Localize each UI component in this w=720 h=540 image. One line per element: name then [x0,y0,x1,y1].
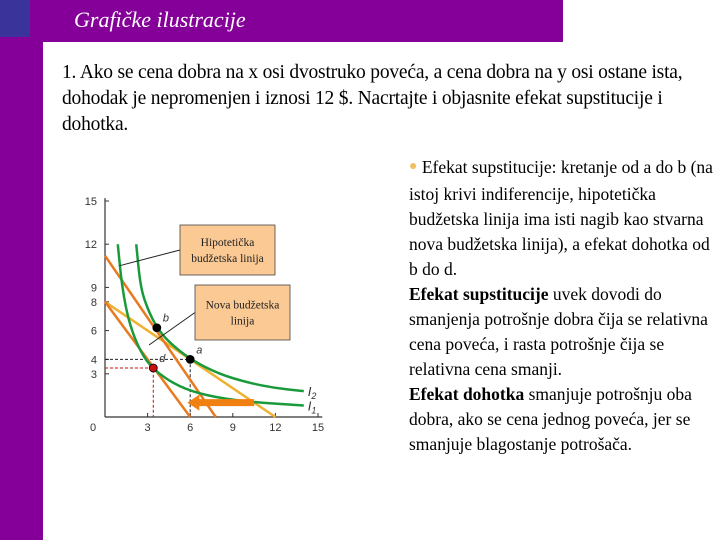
y-tick-label: 3 [90,368,97,381]
annotation-box [195,285,290,340]
point-label-a: a [196,344,203,357]
explanation-p3: smanjuje potrošnju oba dobra, ako se cena jednog poveća, jer se smanjuje blagostanje potrošača. [409,384,692,454]
point-label-d: d [159,353,166,366]
y-tick-label: 8 [90,296,97,309]
x-tick-label: 6 [187,422,194,434]
task-text: 1. Ako se cena dobra na x osi dvostruko poveća, a cena dobra na y osi ostane ista, dohodak je nepromenjen i iznosi 12 $. Nacrtajte i objasnite efekat supstitucije i dohotka. [62,62,683,135]
x-tick-label: 15 [311,422,325,434]
point-d [149,364,157,372]
annotation-pointer [119,250,180,266]
indifference-chart [75,185,355,435]
annotation-box [180,225,275,275]
substitution-heading: Efekat supstitucije [409,284,549,304]
y-tick-label: 9 [90,282,97,295]
curve-label-sub: 1 [311,405,317,416]
y-tick-label: 15 [84,196,97,208]
point-a [186,355,194,363]
explanation-p2: uvek dovodi do smanjenja potrošnje dobra čija se relativna cena poveća, i rasta potrošnje čija se relativna cena smanji. [409,284,708,379]
corner-accent [0,0,30,37]
annotation-line2: budžetska linija [191,253,264,265]
x-tick-label: 0 [89,422,97,434]
x-tick-label: 12 [269,422,282,434]
annotation-line2: linija [230,315,255,328]
arrow-head-icon [187,395,199,411]
point-label-b: b [162,312,169,325]
left-accent-bar [0,0,43,540]
point-b [153,324,161,332]
y-tick-label: 12 [84,239,97,252]
y-tick-label: 6 [90,325,97,338]
x-tick-label: 9 [229,422,236,434]
x-tick-label: 3 [144,422,151,434]
y-tick-label: 4 [90,354,97,367]
slide-title: Grafičke ilustracije [74,7,246,32]
explanation-p1: Efekat supstitucije: kretanje od a do b (na istoj krivi indiferencije, hipotetička budžetska linija ima isti nagib kao stvarna nova budžetska linija), a efekat dohotka od b do d. [409,157,713,279]
curve-label-I1: $I_1$ [307,398,317,416]
bullet-icon: ● [409,159,418,174]
guide-d [105,368,153,417]
explanation-text [409,155,720,457]
curve-label-I2: $I_2$ [307,384,317,402]
income-heading: Efekat dohotka [409,384,525,404]
curve-label-sub: 2 [311,391,317,402]
annotation-line1: Nova budžetska [205,299,280,312]
annotation-line1: Hipotetička [200,237,255,249]
